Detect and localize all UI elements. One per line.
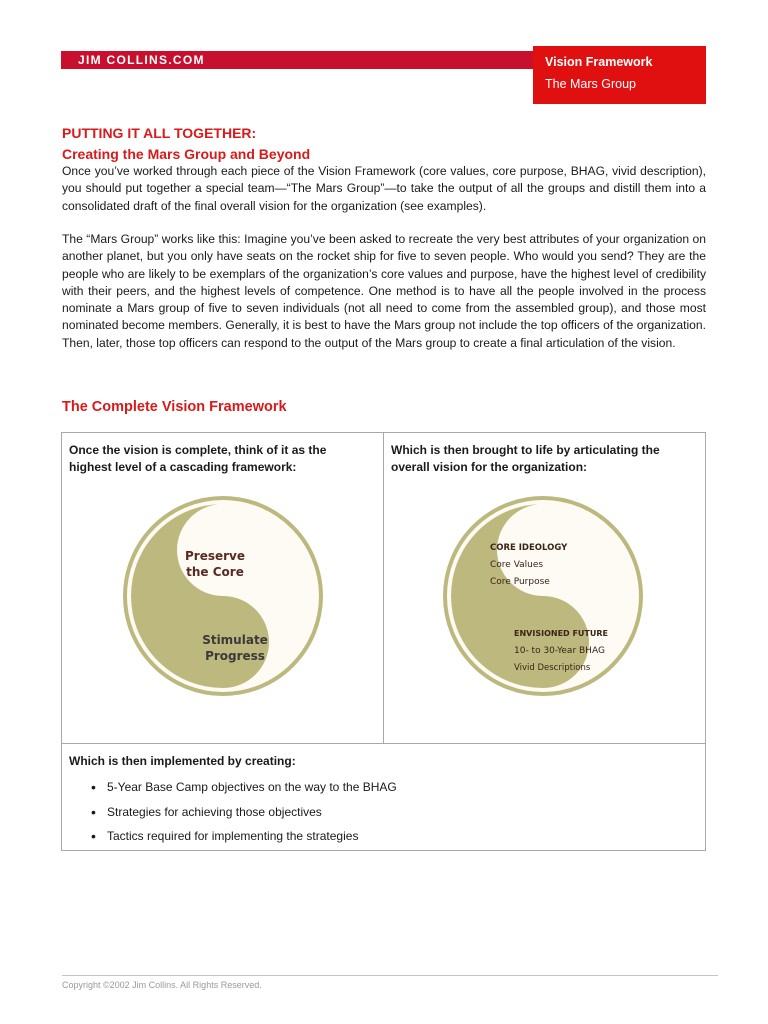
envisioned-future-heading: ENVISIONED FUTURE xyxy=(514,629,608,638)
section-subtitle: The Mars Group xyxy=(545,77,637,91)
section-badge xyxy=(533,46,706,104)
intro-paragraph-1: Once you’ve worked through each piece of the Vision Framework (core values, core purpose, BHAG, vivid description), you should put together a special team—“The Mars Group”—to take the output of all the groups and distill them into a consolidated draft of the final overall vision for the organization (see examples). xyxy=(62,164,706,213)
framework-cell-left xyxy=(62,433,384,744)
right-cell-title: Which is then brought to life by articulating the overall vision for the organization: xyxy=(391,443,660,474)
intro-paragraph-2: The “Mars Group” works like this: Imagine you’ve been asked to recreate the very best attributes of your organization on another planet, but you only have seats on the rocket ship for five to seven people. Who would you send? They are the people who are likely to be exemplars of the organization’s core values and purpose, have the highest level of credibility with their peers, and the highest levels of competence. One method is to have all the people involved in the process nominate a Mars group of five to seven individuals (not all need to come from the assembled group), and those most nominated become members. Generally, it is best to have the Mars group not include the top officers of the organization. Then, later, those top officers can respond to the output of the Mars group to create a final articulation of the vision. xyxy=(62,232,706,350)
implementation-list xyxy=(91,780,397,854)
framework-cell-right xyxy=(384,433,705,744)
stimulate-label-line2: Progress xyxy=(205,649,265,663)
left-cell-title: Once the vision is complete, think of it as the highest level of a cascading framework: xyxy=(69,443,327,474)
yin-yang-diagram-left xyxy=(118,491,328,701)
list-item: • Tactics required for implementing the strategies xyxy=(91,829,397,854)
framework-table xyxy=(61,432,706,851)
core-ideology-heading: CORE IDEOLOGY xyxy=(490,543,568,553)
framework-heading: The Complete Vision Framework xyxy=(62,399,287,415)
preserve-label-line2: the Core xyxy=(186,565,244,579)
core-purpose-label: Core Purpose xyxy=(490,577,550,587)
yin-yang-diagram-right xyxy=(438,491,648,701)
list-item: • Strategies for achieving those objectives xyxy=(91,805,397,830)
copyright-text: Copyright ©2002 Jim Collins. All Rights Reserved. xyxy=(62,980,262,990)
framework-cell-bottom xyxy=(62,744,705,850)
section-title: Vision Framework xyxy=(545,55,653,69)
page-subheading: Creating the Mars Group and Beyond xyxy=(62,146,311,162)
preserve-label-line1: Preserve xyxy=(184,549,246,563)
bottom-cell-title: Which is then implemented by creating: xyxy=(69,754,296,768)
vivid-descriptions-label: Vivid Descriptions xyxy=(514,663,591,673)
bhag-label: 10- to 30-Year BHAG xyxy=(514,646,605,656)
list-item: • 5-Year Base Camp objectives on the way to the BHAG xyxy=(91,780,397,805)
stimulate-label-line1: Stimulate xyxy=(202,633,268,647)
brand-bar xyxy=(61,51,533,69)
page-heading: PUTTING IT ALL TOGETHER: xyxy=(62,125,257,141)
brand-name: JIM COLLINS.COM xyxy=(78,53,205,67)
core-values-label: Core Values xyxy=(490,560,544,570)
footer-divider xyxy=(62,975,718,976)
